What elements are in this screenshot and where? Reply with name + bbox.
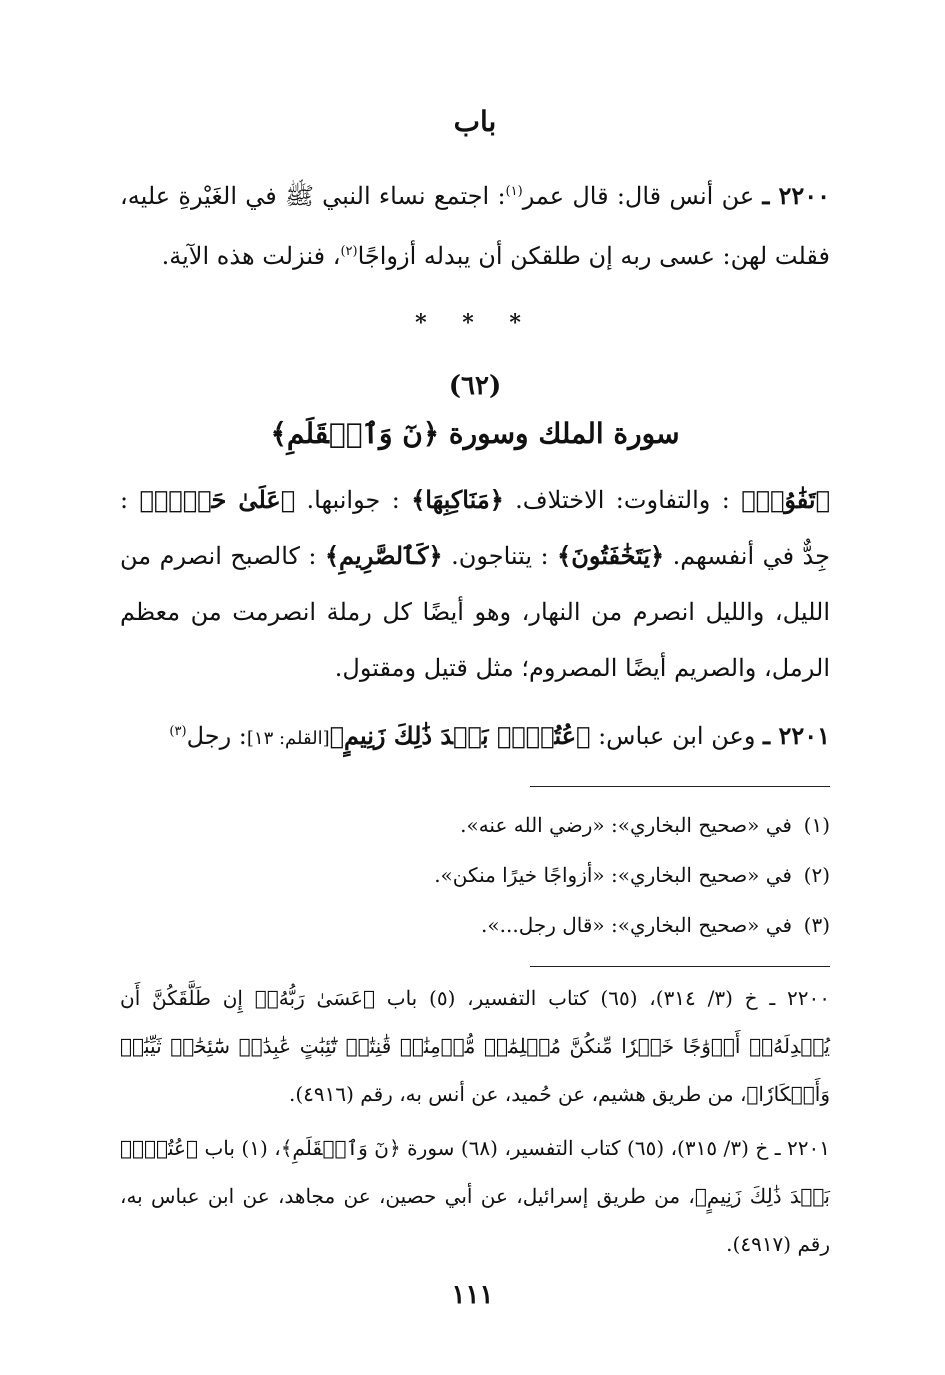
footnote-item: (٢)في «صحيح البخاري»: «أزواجًا خيرًا منكن». (434, 863, 830, 887)
footnote-ref-3[interactable]: (٣) (169, 724, 187, 739)
quran-word-2: ﴿مَنَاكِبِهَا﴾ (411, 485, 504, 514)
footnotes (120, 800, 830, 950)
tafsir-text-1: : والتفاوت: الاختلاف. (515, 486, 730, 514)
footnote-ref-1[interactable]: (١) (505, 184, 523, 199)
takhrij-section (120, 974, 830, 1274)
hadith-text-1: وعن ابن عباس: (598, 722, 756, 750)
quran-word-1: ﴿تَفَٰوُتٖ﴾ (741, 485, 831, 514)
hadith-text-2: : رجل (186, 722, 247, 750)
chapter-heading: باب (453, 105, 497, 138)
quran-word-5: ﴿كَٱلصَّرِيمِ﴾ (324, 541, 443, 570)
main-text (120, 100, 830, 767)
footnote-item: (٣)في «صحيح البخاري»: «قال رجل...». (481, 913, 830, 937)
takhrij-item: ٢٢٠٠ ـ خ (٣/ ٣١٤)، (٦٥) كتاب التفسير، (٥) باب ﴿عَسَىٰ رَبُّهُۥٓ إِن طَلَّقَكُنَّ أَن يُبۡدِلَهُۥٓ أَزۡوَٰجًا خَيۡرٗا مِّنكُنَّ مُسۡلِمَٰتٖ مُّؤۡمِنَٰتٖ قَٰنِتَٰتٖ تَٰٓئِبَٰتٍ عَٰبِدَٰتٖ سَٰٓئِحَٰتٖ ثَيِّبَٰتٖ وَأَبۡكَارٗا﴾، من طريق هشيم، عن حُميد، عن أنس به، رقم (٤٩١٦). (120, 986, 830, 1106)
footnote-item: (١)في «صحيح البخاري»: «رضي الله عنه». (460, 813, 830, 837)
hadith-2201 (120, 704, 830, 767)
hadith-text-2: : اجتمع نساء النبي ﷺ في الغَيْرةِ عليه، فقلت لهن: عسى ربه إن طلقكن أن يبدله أزواجًا (120, 182, 830, 270)
hadith-number: ٢٢٠٠ ـ (762, 181, 830, 210)
tafsir-text-5: : كالصبح انصرم من الليل، والليل انصرم من النهار، وهو أيضًا كل رملة انصرمت من معظم الرمل، والصريم أيضًا المصروم؛ مثل قتيل ومقتول. (120, 542, 831, 682)
hadith-text-1: عن أنس قال: قال عمر (522, 182, 755, 210)
takhrij-separator (530, 966, 830, 967)
tafsir-text-2: : جوانبها. (306, 486, 400, 514)
surah-title: سورة الملك وسورة ﴿نٓ وَٱلۡقَلَمِ﴾ (270, 417, 680, 450)
chapter-number: (٦٢) (448, 371, 502, 401)
ayah-reference: [القلم: ١٣] (246, 728, 330, 749)
hadith-2200 (120, 164, 830, 284)
tafsir-text-3: : جِدٌّ في أنفسهم. (120, 486, 830, 570)
footnote-ref-2[interactable]: (٢) (340, 244, 358, 259)
hadith-text-3: ، فنزلت هذه الآية. (161, 242, 341, 270)
page-number: ١١١ (451, 1280, 494, 1310)
tafsir-text-4: : يتناجون. (451, 542, 549, 570)
hadith-number: ٢٢٠١ ـ (763, 721, 830, 750)
section-divider: * * * (415, 310, 535, 336)
quran-word-4: ﴿يَتَخَٰفَتُونَ﴾ (557, 541, 665, 570)
tafsir-paragraph (120, 472, 830, 696)
quran-word-3: ﴿عَلَىٰ حَرۡدٖ﴾ (139, 485, 296, 514)
footnote-separator (530, 786, 830, 787)
takhrij-item: ٢٢٠١ ـ خ (٣/ ٣١٥)، (٦٥) كتاب التفسير، (٦٨) سورة ﴿نٓ وَٱلۡقَلَمِ﴾، (١) باب ﴿عُتُلِّۢ بَعۡدَ ذَٰلِكَ زَنِيمٍ﴾، من طريق إسرائيل، عن أبي حصين، عن مجاهد، عن ابن عباس به، رقم (٤٩١٧). (120, 1136, 831, 1256)
quran-ayah: ﴿عُتُلِّۢ بَعۡدَ ذَٰلِكَ زَنِيمٍ﴾ (329, 721, 591, 750)
